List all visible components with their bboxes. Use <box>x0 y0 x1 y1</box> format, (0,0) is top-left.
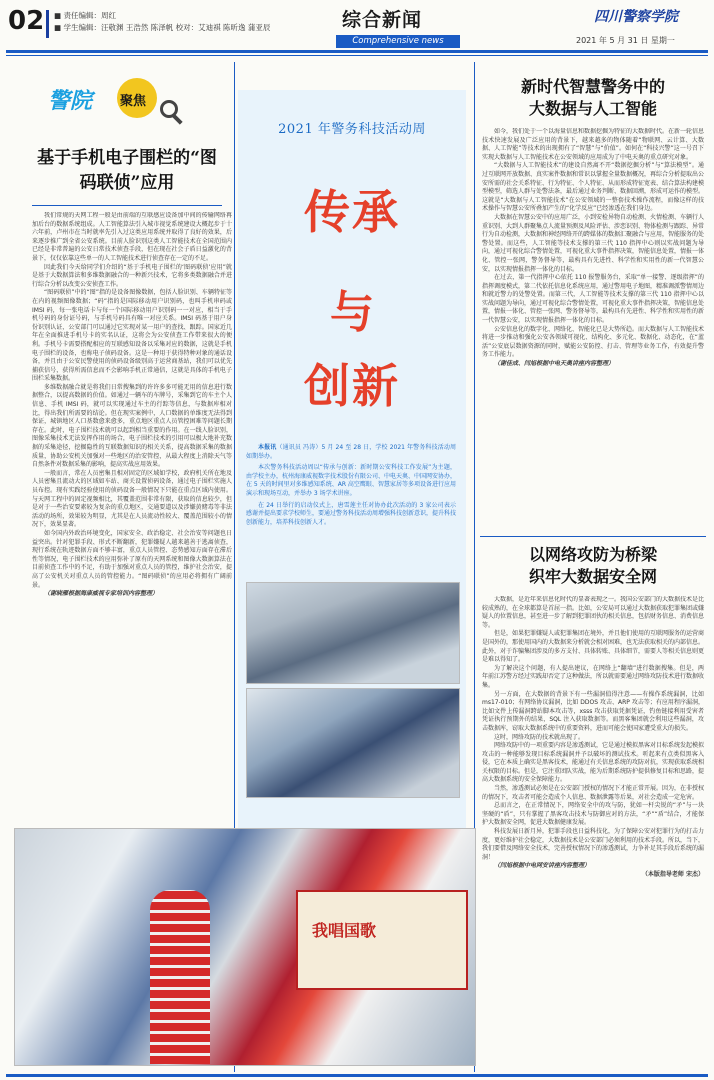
page-credit: （本版指导老师 宋杰） <box>641 871 704 878</box>
section-title: 综合新闻 <box>342 9 423 31</box>
newspaper-logo: 四川警察学院 <box>594 9 678 25</box>
paragraph: 网络攻防中的一项重要内容是渗透测试，它是通过模拟黑客对目标系统发起模拟攻击的一种能够发现目标系统漏洞并予以破坏的测试技术。听起来有点类似黑客入侵，它在本质上确实是黑客技术，能通过有关信息系统的攻防对抗，实现获取系统相关权限的目标。但是，它注重团队实战，能为后期系统防护提供修复目标和思路，提高大数据系统的安全保障能力。 <box>482 742 704 784</box>
feature-headline-3: 创新 <box>304 359 400 413</box>
paragraph: 大数据在智慧公安中的应用广泛，小到安检异物自动检测、火情检测、车辆行人重识别、大到人群聚集点人流量预测及风险评估、涉恋识别、物体检测与跟踪、异常行为自动检测，大数据和神经网络开的跨媒体的数据汇聚融合与应用，智能服务的处警处置。而这些，人工智能等技术支撑的第三代 110 指挥中心则以实战问题为导向，通过可视化综合警情处置，可视化重大事件指挥决策，智能信息处置，情报一体化、管控一张网，警务督导等，最构具有先进性、科学性和实用性的新一代智慧公安，以实现情报指挥一体化的目标。 <box>482 213 704 273</box>
left-article-title: 基于手机电子围栏的“图码联侦”应用 <box>37 148 217 193</box>
editor-line-1: ■ 责任编辑：周红 <box>54 11 116 20</box>
feature-body <box>246 444 456 530</box>
article-separator <box>480 536 706 537</box>
paragraph: 在 24 日举行的启动仪式上，唐雪莲主任对协办此次活动的 3 家公司表示感谢并提出要求学校师生，要通过警务科技活动周增强科技创新意识，提升科技创新能力，培养科技创新人才。 <box>246 501 457 526</box>
header-accent-bar <box>46 10 49 38</box>
paragraph-text: （通讯员 冯涛）5 月 24 至 28 日，学校 2021 年警务科技活动周如期举办。 <box>246 444 456 460</box>
paragraph: 一般而言，常在人员密集且相对固定的区域如学校，政府机关所在地及人员密集且流动大的区域如车站、商关设置侦码设备，通过电子围栏实施人员布控。现有实践经验使用的侦码设备一般情况下只能在重点区域内使用。与天网工程中的固定视频相比，其覆盖范围非常有限，获取的信息较少，但是对于一些治安要素较为复杂的重点地区，交通要道以及涉嫌黄赌毒等非法活动的场所，效果较为明显，尤其是在人员流动性较大、覆盖范围较小的情况下，效果显著。 <box>32 469 232 529</box>
title-line: 以网络攻防为桥梁 <box>528 545 657 564</box>
feature-subtitle: 2021 年警务科技活动周 <box>278 122 426 137</box>
paragraph: 因此我们今天给同学们介绍的“基于手机电子围栏的‘图码联侦’应用”就是基于大数据算法和多维数据融合的一种新兴技术，它将多类数据融合并进行综合分析以改变公安侦查工作。 <box>32 263 232 288</box>
paragraph: 我们常规的天网工程一般是由前端的互联感应设备加中间的传输网络再加后台的数据系统组成。人工智能算法引入城市视觉系统建设大概起步于十六年前，卢州市在当时就率先引入过这类应用系统并取得了良好的效果，后来逐步推广到全省公安系统。目前人脸识别这类人工智能技术在全国范围内已经是非常普遍的公安日常技术侦查手段，但在现在社会子盾日益激化的背景下，仅仅依靠这些单一的人工智能技术进行侦查存在一定的不足。 <box>32 212 232 262</box>
feature-headline-2: 与 <box>330 287 374 338</box>
paragraph: 在过去，第一代指挥中心依托 110 报警服务台，采取“单一接警、逐级指挥”的指挥调度模式，第二代依托信息化系统应用，通过警用电子地图，精准调派警情周边和就近警力的处警处置。而第三代，人工智能等技术支撑的第三代 110 指挥中心以实战问题为导向，通过可视化综合警情处置，可视化重大事件指挥决策，智能信息处置，情报一体化、管控一张网、警务督导等，最构具有先进性、科学性和实用性的新一代智慧公安，以实现情报指挥一体化的目标。 <box>482 274 704 325</box>
column-tag: 警院 <box>48 88 93 114</box>
right-article-2-title <box>480 544 706 588</box>
paragraph: 如今，我们处于一个以海量信息和数据挖掘为特征的大数据时代。在新一轮信息技术快速发展及广泛应用的背景下，越来越多的物体随着“物联网、云计算、大数据、人工智能”等技术的出现拥有了“智慧”与“价值”。如何在“科技兴警”这一号召下实现大数据与人工智能技术在公安领域的应用成为了中电天奥的重点研究对象。 <box>482 128 704 161</box>
paragraph: 为了解决这个问题，有人提出建议，在网络上“翻墙”进行数据搜集。但是，两年前江苏警方经过实践却否定了这种做法，所以就需要通过网络攻防技术进行数据收集。 <box>482 664 704 689</box>
paragraph: 本次警务科技活动周以“传承与创新：新时期公安科技工作发展”为主题，由学校主办，杭州海康威视数字技术股份有限公司、中电天奥、中国网安协办，在 5 天的时间里对多维感知系统、AR 高空鹰眼、智慧家居等多项设备进行应用演示和现场互动，并举办 3 场学术讲座。 <box>246 464 457 497</box>
section-title-en: Comprehensive news <box>336 35 460 48</box>
left-article-body <box>32 212 232 806</box>
paragraph: 另一方面，在大数据的背景下有一些漏洞值得注意——有操作系统漏洞，比如 ms17-010；有网络协议漏洞，比如 DDOS 攻击、ARP 攻击等；有应用程序漏洞，比如文件上传漏洞跨站脚本攻击等，xsss 攻击获取凭据凭证，钓鱼链接利用受害者凭证执行预期外的结果，SQL 注入获取数据等。而黑客集团就会利用这些漏洞，攻击数据库，窃取大数据系统中的重要资料，进而可能会使国家遭受重大的损失。 <box>482 690 704 732</box>
paragraph: 大数据，是近年来信息化时代的显著表现之一。我国公安部门的大数据技术是比较成熟的，在全球都算是首屈一指。比如，公安局可以通过大数据获取犯罪集团或嫌疑人的位置信息，甚至进一步了解到犯罪团伙的相关信息，包括财务信息、消费信息等。 <box>482 596 704 629</box>
paragraph: “大数据与人工智能技术”的建设自然离不开“数据挖掘分析”与“算法模型”。通过互联网开放数据、真实案件数据和常识以掌握全量数据概况，再综合分析提取出公安所需的社会关系特征、行为特征、个人特征、从而形成特征宽表、结合算法构建模型模型，筛选人群与处警法条，最后通过业务判断、数据回溯，形成可运作的模型。这就是“大数据与人工智能技术”在公安领域的一整套技术操作流程，而像这样的技术操作与智慧公安所叠加产生的“化学反应”已经渗透在我们身边。 <box>482 162 704 213</box>
paragraph <box>246 444 456 461</box>
paragraph: 如今国内外政治环境变化，国家安全、政治稳定、社会治安等问题也日益突出。针对犯罪手段、形式不断翻新，犯罪嫌疑人越来越善于逃离侦查，现行系统在轨迹数据方面不够丰富，重点人员管控、态势感知方面存在滞后性等情况，电子围栏技术的应用弥补了原有的天网系统和图像大数据算法在目前侦查工作中的不足，有助于加强对重点人员的管控，维护社会治安，提高了公安机关对重点人员的管控能力。“图码联侦”的应用必将拥有广阔前景。 <box>32 529 232 589</box>
paragraph: 总而言之，在正常情况下，网络安全中的攻与防，犹如一杆尖锐的“矛”与一块坚硬的“盾”，只有掌握了黑客攻击技术与防御应对的方法，“矛”“盾”结合，才能保护大数据安全网，促进大数据健康发展。 <box>482 802 704 827</box>
header-rule <box>6 50 708 53</box>
editor-line-2: ■ 学生编辑：汪敬渊 王浩然 陈泽帆 校对：艾迪祺 陈昕逸 蒲亚辰 <box>54 23 271 32</box>
editor-credits <box>54 10 270 34</box>
magnifier-handle-icon <box>171 113 182 124</box>
header-rule-thin <box>6 55 708 56</box>
issue-date: 2021 年 5 月 31 日 星期一 <box>576 36 675 45</box>
reporter-lead: 本报讯 <box>258 444 277 451</box>
feature-headline-1: 传承 <box>304 185 400 239</box>
right-article-2-body <box>482 596 704 1074</box>
right-article-1-body <box>482 128 704 528</box>
event-photo-ceremony <box>246 688 460 798</box>
page-number: 02 <box>8 6 45 36</box>
focus-label: 聚焦 <box>120 94 147 109</box>
paragraph: 多维数据融合就是将我们日常搜集到的许许多多可能无用的信息进行数据整合，以提高数据的价值。如通过一辆车的车牌号，采集到它的车主个人信息、手机 IMSI 码，就可以实现通过车主的行踪等信息，与数据库相对比，得出我们所需要的结论。但在现实案例中，人口数据的单维度无法得到保证，城镇地区人口基数愈来愈多，重点地区重点人员管控困难等问题长期存在。此时，电子围栏技术就可以起到相当重要的作用。在一线人脸识别，图像采集技术无法发挥作用的场合，电子围栏技术的引用可以极大地补充数据的采集途径，挖掘隐性的互联数据知识的相关关系，提高数据采集的数据质量，协助公安机关加强对一些地区的治安管控，从最大程度上消除天气等自然条件对数据采集的影响，提高实战应用效果。 <box>32 383 232 469</box>
photo-person <box>150 890 210 1064</box>
title-line: 织牢大数据安全网 <box>528 567 657 586</box>
title-rule <box>32 205 222 206</box>
article-note: （闫旭根据中电网安讲座内容整理） <box>494 862 591 870</box>
footer-rule <box>6 1074 708 1077</box>
photo-screen-text: 我唱国歌 <box>312 921 377 940</box>
paragraph: 这时，网络攻防的技术就出现了。 <box>494 733 585 741</box>
right-article-1-title <box>480 76 706 120</box>
event-photo-exhibit <box>246 582 460 684</box>
title-line: 新时代智慧警务中的 <box>520 77 665 96</box>
paragraph: 当然，渗透测试必须是在公安部门授权的情况下才能正常开展。因为，在非授权的情况下，攻击者可能会造成个人信息、数据泄露等后果，对社会造成一定危害。 <box>482 785 704 801</box>
title-line: 大数据与人工智能 <box>528 99 657 118</box>
article-note: （谢晓雁根据海康威视专家培训内容整理） <box>44 590 159 598</box>
article-note: （谢佳成、闫旭根据中电天奥讲座内容整理） <box>494 360 615 368</box>
paragraph: 科技发展日新月异，犯罪手段也日益科技化，为了保障公安对犯罪行为的打击力度，更好维护社会稳定，大数据技术是公安部门必须利用的技术手段。所以，当下，我们要借及网络安全技术，完善授权情况下的渗透测试，力争补足其手段后系统的漏洞！ <box>482 828 704 861</box>
paragraph: 但是，如果犯罪嫌疑人或犯罪集团在境外，并且他们使用的互联网服务的运营商是国外的，那使用国内的大数据来分析就会相对困难，也无法获取相关的内部信息。此外，对于诈骗集团涉及的多方支付、具体转账、具体细节，需要人等相关信息则更是难以得知了。 <box>482 630 704 664</box>
paragraph: “图码联侦”中的“图”指的是设备图像数据，包括人脸识别、车辆特征等在内的视频图像数据；“码”指的是国际移动用户识别码，也叫手机串码或 IMSI 码，每一张电话卡与每一个国际移动用户识别码一一对应，相当于手机号码的身份证号码，与手机号码具有唯一对应关系。IMSI 码基于用户身份识别认证，公安部门可以通过它实现对某一用户的查找、跟踪。国家近几年在全面推进手机号卡的实名认证，这将会为公安侦查工作带来很大的便利。手机号卡需要搭配相应的互联感知设备以采集对应的数据，这就是手机电子围栏的设备，也称电子侦码设备。这是一种用于获得特种对象的通话设备，并且由于公安民警使用的侦码设备级别高于运营商基站，我们可以优先捕获信号，获得所需信息而不会影响手机正常通信，这就是具体的手机电子围栏采集数据。 <box>32 289 232 383</box>
paragraph: 公安信息化的数字化、网络化、智能化已是大势所趋。而大数据与人工智能技术将进一步推动和强化公安各领域可视化、结构化、多元化、数据化、动态化，在“蓝活”公安底层数据资源的同时，赋能公安防控、打击、管理等业务工作，有效提升警务工作能力。 <box>482 325 704 359</box>
